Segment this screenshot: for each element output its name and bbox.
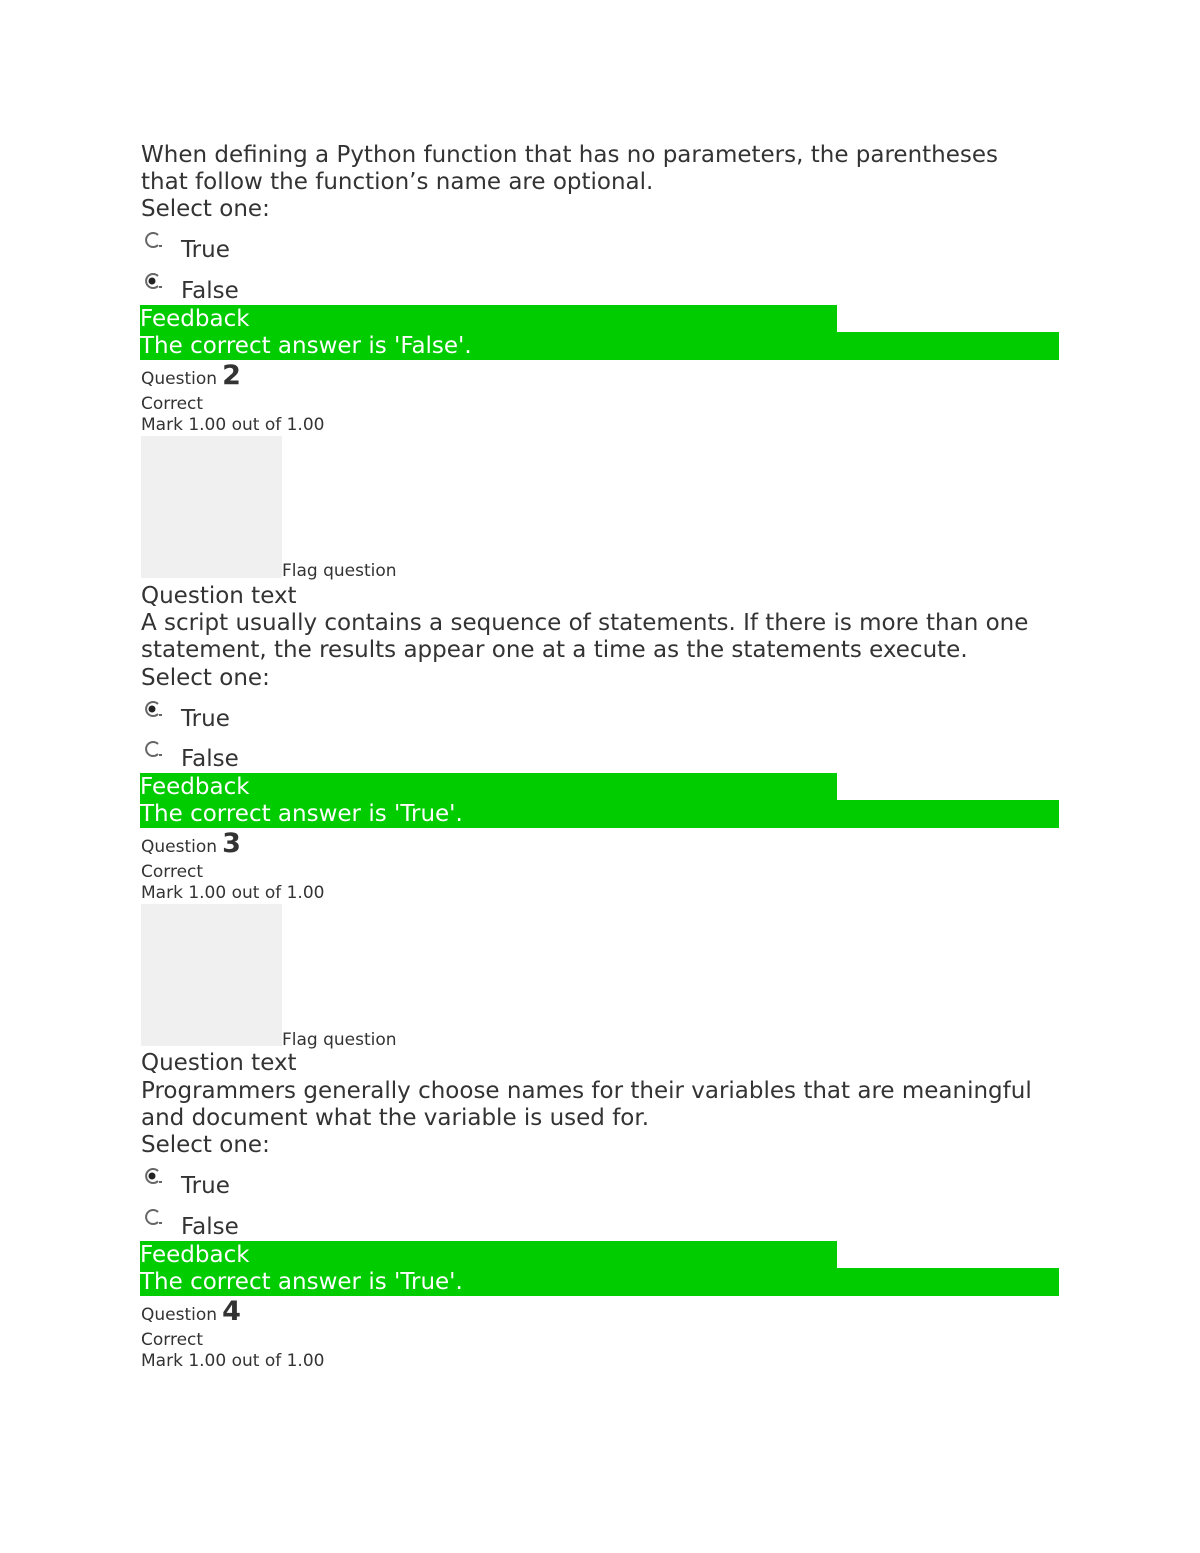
q2-flag-icon[interactable]: [141, 436, 282, 578]
q1-feedback-header: [140, 305, 837, 333]
radio-selected-icon[interactable]: [143, 699, 163, 719]
radio-selected-icon[interactable]: [143, 271, 163, 291]
q1-feedback-body: [140, 332, 1059, 360]
q4-mark: Mark 1.00 out of 1.00: [141, 1351, 325, 1371]
q2-question-text-label: Question text: [141, 583, 297, 609]
q1-option-false-label: False: [181, 278, 239, 304]
q4-question-word: Question: [141, 1305, 218, 1325]
q3-text-line1: Programmers generally choose names for their variables that are meaningful: [141, 1078, 1032, 1104]
q2-select-label: Select one:: [141, 665, 270, 691]
q2-feedback-title: Feedback: [140, 774, 250, 800]
q1-select-label: Select one:: [141, 196, 270, 222]
q1-text-line2: that follow the function’s name are optional.: [141, 169, 654, 195]
q3-status: Correct: [141, 862, 204, 882]
q1-feedback-title: Feedback: [140, 306, 250, 332]
q2-feedback-body: [140, 800, 1059, 828]
q3-mark: Mark 1.00 out of 1.00: [141, 883, 325, 903]
q3-feedback-text: The correct answer is 'True'.: [140, 1269, 463, 1295]
q2-number: 2: [222, 360, 241, 391]
q2-option-true-label: True: [181, 706, 230, 732]
q4-number: 4: [222, 1296, 241, 1327]
q3-option-false-label: False: [181, 1214, 239, 1240]
q2-feedback-text: The correct answer is 'True'.: [140, 801, 463, 827]
q1-option-true-label: True: [181, 237, 230, 263]
q2-text-line2: statement, the results appear one at a time as the statements execute.: [141, 637, 968, 663]
q2-text-line1: A script usually contains a sequence of statements. If there is more than one: [141, 610, 1029, 636]
q3-flag-icon[interactable]: [141, 904, 282, 1046]
q3-flag-label[interactable]: Flag question: [282, 1030, 397, 1050]
q3-question-word: Question: [141, 837, 218, 857]
q3-header: [141, 828, 241, 859]
q2-mark: Mark 1.00 out of 1.00: [141, 415, 325, 435]
q4-header: [141, 1296, 241, 1327]
q3-question-text-label: Question text: [141, 1050, 297, 1076]
q2-option-false-label: False: [181, 746, 239, 772]
q3-feedback-body: [140, 1268, 1059, 1296]
radio-selected-icon[interactable]: [143, 1166, 163, 1186]
q3-number: 3: [222, 828, 241, 859]
q2-status: Correct: [141, 394, 204, 414]
q2-question-word: Question: [141, 369, 218, 389]
q3-option-true-label: True: [181, 1173, 230, 1199]
q3-feedback-title: Feedback: [140, 1242, 250, 1268]
radio-unselected-icon[interactable]: [143, 1207, 163, 1227]
q3-feedback-header: [140, 1241, 837, 1269]
radio-unselected-icon[interactable]: [143, 739, 163, 759]
radio-unselected-icon[interactable]: [143, 230, 163, 250]
q1-text-line1: When defining a Python function that has no parameters, the parentheses: [141, 142, 999, 168]
q1-feedback-text: The correct answer is 'False'.: [140, 333, 472, 359]
q2-flag-label[interactable]: Flag question: [282, 561, 397, 581]
q2-feedback-header: [140, 773, 837, 801]
q3-select-label: Select one:: [141, 1132, 270, 1158]
q4-status: Correct: [141, 1330, 204, 1350]
q3-text-line2: and document what the variable is used for.: [141, 1105, 650, 1131]
q2-header: [141, 360, 241, 391]
